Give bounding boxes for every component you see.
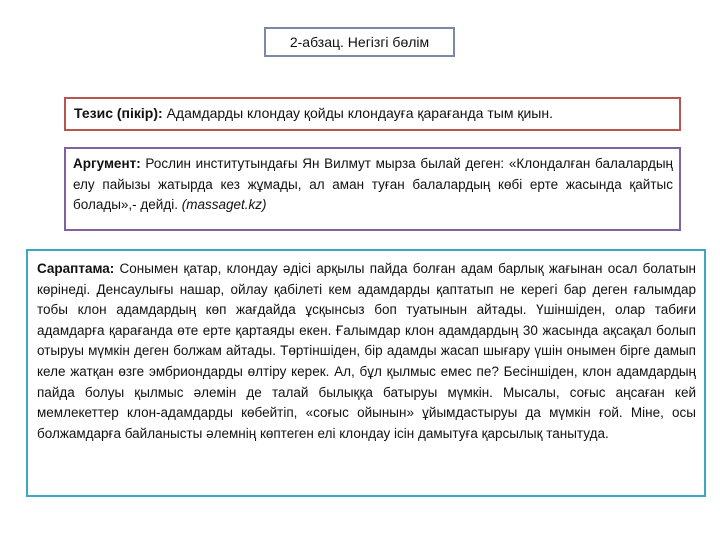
argument-label: Аргумент: bbox=[73, 156, 141, 171]
analysis-label: Сараптама: bbox=[37, 261, 115, 276]
analysis-box bbox=[26, 249, 706, 497]
thesis-label: Тезис (пікір): bbox=[74, 105, 163, 121]
section-heading-box bbox=[264, 27, 455, 57]
analysis-text: Сонымен қатар, клондау әдісі арқылы пайда болған адам барлық жағынан осал болатын көрінеді. Денсаулығы нашар, ойлау қабілеті кем адамдарды қаптатып не керегі бар деген ғалымдар тобы клон адамдардың көп жағдайда ұсқынсыз боп туатынын айтады. Үшіншіден, олар табиғи адамдарға қарағанда өте ерте қартаяды екен. Ғалымдар клон адамдардың 30 жасында ақсақал болып отыруы мүмкін деген болжам айтады. Төртіншіден, бір адамды жасап шығару үшін онымен бірге дамып келе жатқан өзге эмбриондарды өлтіру керек. Ал, бұл қылмыс емес пе? Бесіншіден, клон адамдардың пайда болуы қылмыс әлемін де талай былыққа батыруы мүмкін. Мысалы, соғыс аңсаған кей мемлекеттер клон-адамдарды көбейтіп, «соғыс ойынын» ұйымдастыруы да мүмкін ғой. Міне, осы болжамдарға байланысты әлемнің көптеген елі клондау ісін дамытуға қарсылық танытуда. bbox=[37, 261, 696, 441]
thesis-box bbox=[64, 97, 681, 131]
thesis-text: Адамдарды клондау қойды клондауға қарағанда тым қиын. bbox=[166, 105, 553, 121]
argument-text: Рослин институтындағы Ян Вилмут мырза былай деген: «Клондалған балалардың елу пайызы жатырда кез жұмады, ал аман туған балалардың көбі ерте жасында қайтыс болады»,- дейді. bbox=[73, 156, 673, 212]
section-heading: 2-абзац. Негізгі бөлім bbox=[289, 34, 430, 50]
argument-source: (massaget.kz) bbox=[181, 197, 267, 212]
argument-box bbox=[64, 147, 681, 231]
